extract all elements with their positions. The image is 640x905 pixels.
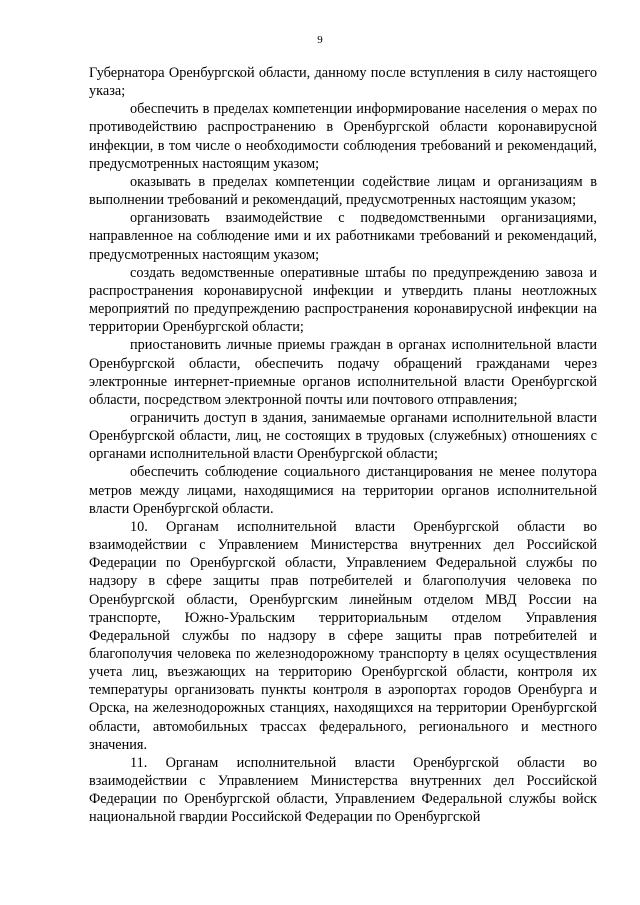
- paragraph-item-11: 11. Органам исполнительной власти Оренбургской области во взаимодействии с Управлением Министерства внутренних дел Российской Федерации по Оренбургской области, Управлением Федеральной службы войск национальной гвардии Российской Федерации по Оренбургской: [89, 754, 597, 826]
- paragraph-inform-population: обеспечить в пределах компетенции информирование населения о мерах по противодействию распространению в Оренбургской области коронавирусной инфекции, в том числе о необходимости соблюдения требований и рекомендаций, предусмотренных настоящим указом;: [89, 101, 597, 172]
- page-number: 9: [317, 34, 323, 46]
- paragraph-social-distancing: обеспечить соблюдение социального дистанцирования не менее полутора метров между лицами, находящимися на территории органов исполнительной власти Оренбургской области.: [89, 464, 597, 517]
- paragraph-organize-interaction: организовать взаимодействие с подведомственными организациями, направленное на соблюдение ими и их работниками требований и рекомендаций, предусмотренных настоящим указом;: [89, 210, 597, 263]
- paragraph-item-10: 10. Органам исполнительной власти Оренбургской области во взаимодействии с Управлением Министерства внутренних дел Российской Федерации по Оренбургской области, Управлением Федеральной службы по надзору в сфере защиты прав потребителей и благополучия человека по Оренбургской области, Оренбургским линейным отделом МВД России на транспорте, Южно-Уральским территориальным отделом Управления Федеральной службы по надзору в сфере защиты прав потребителей и благополучия человека по железнодорожному транспорту в целях осуществления учета лиц, въезжающих на территорию Оренбургской области, контроля их температуры организовать пункты контроля в аэропортах городов Оренбурга и Орска, на железнодорожных станциях, находящихся на территории Оренбургской области, автомобильных трассах федерального, регионального и местного значения.: [89, 518, 597, 753]
- paragraph-create-headquarters: создать ведомственные оперативные штабы по предупреждению завоза и распространения коронавирусной инфекции и утвердить планы неотложных мероприятий по предупреждению распространения коронавирусной инфекции на территории Оренбургской области;: [89, 264, 597, 336]
- paragraph-assist-persons: оказывать в пределах компетенции содействие лицам и организациям в выполнении требований и рекомендаций, предусмотренных настоящим указом;: [89, 173, 597, 209]
- document-body: [89, 64, 597, 827]
- paragraph-restrict-access: ограничить доступ в здания, занимаемые органами исполнительной власти Оренбургской области, лиц, не состоящих в трудовых (служебных) отношениях с органами исполнительной власти Оренбургской области;: [89, 409, 597, 463]
- paragraph-suspend-receptions: приостановить личные приемы граждан в органах исполнительной власти Оренбургской области, обеспечить подачу обращений гражданами через электронные интернет-приемные органов исполнительной власти Оренбургской области, посредством электронной почты или почтового отправления;: [89, 337, 597, 408]
- paragraph-continuation: Губернатора Оренбургской области, данному после вступления в силу настоящего указа;: [89, 65, 597, 100]
